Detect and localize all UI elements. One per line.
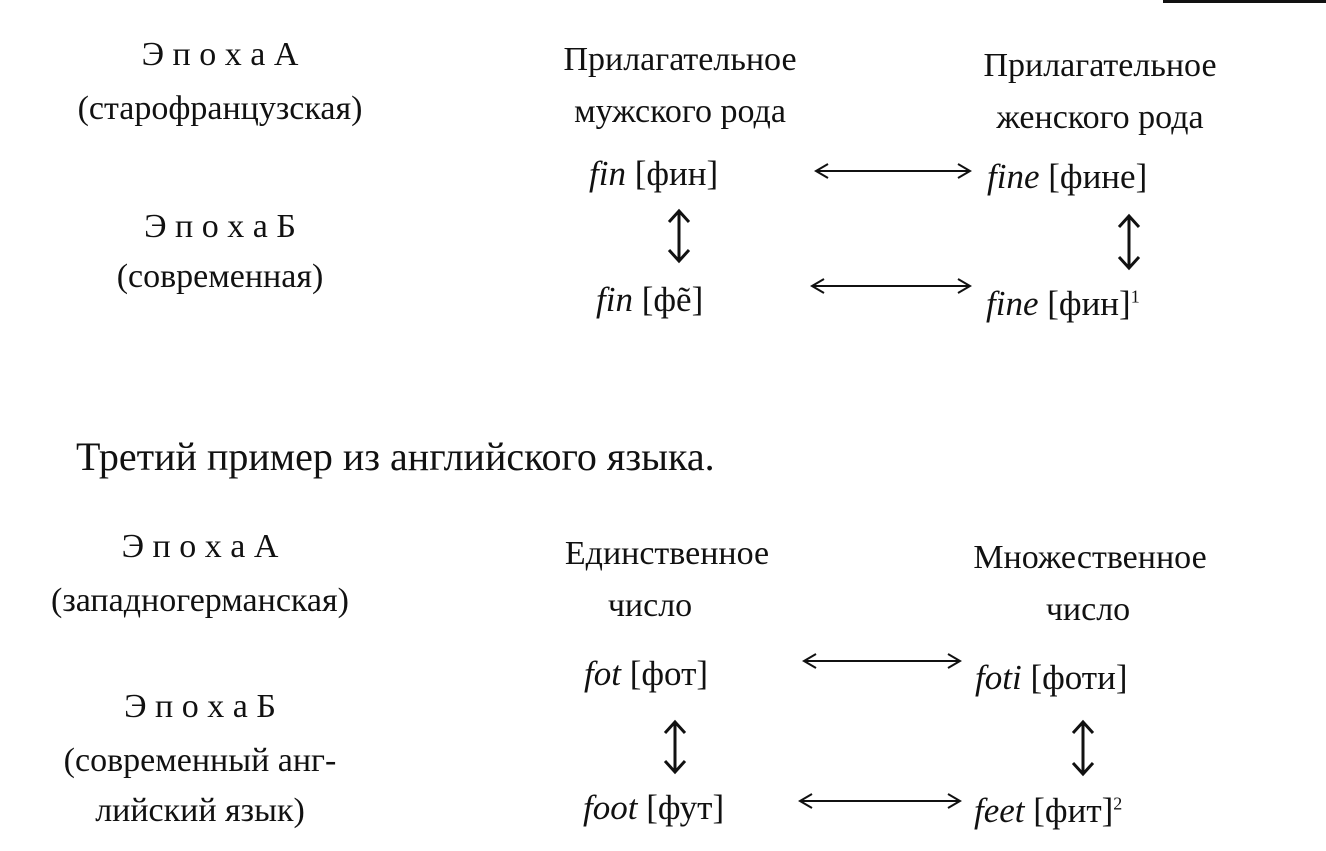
double-arrow-horizontal-icon xyxy=(812,161,974,181)
col2-header-line1: Прилагательное xyxy=(983,47,1217,84)
pronunciation: [фоти] xyxy=(1030,658,1128,697)
pronunciation: [фине] xyxy=(1048,157,1148,196)
col2-header-line2: число xyxy=(1045,591,1131,628)
epoch-a-label xyxy=(0,522,400,572)
epoch-b-desc-line2: лийский язык) xyxy=(95,792,305,829)
double-arrow-horizontal-icon xyxy=(808,276,974,296)
pronunciation: [фин] xyxy=(634,154,719,193)
pronunciation: [фẽ] xyxy=(641,280,704,319)
col1-header-line1: Прилагательное xyxy=(563,41,797,78)
word: fin xyxy=(589,154,626,193)
ex2-row-b-left xyxy=(583,786,724,830)
double-arrow-horizontal-icon xyxy=(800,651,964,671)
double-arrow-vertical-icon xyxy=(1114,212,1144,272)
footnote-mark: 2 xyxy=(1113,793,1123,814)
epoch-b-label xyxy=(0,682,400,732)
double-arrow-vertical-icon xyxy=(664,207,694,265)
col1-header-line2: мужского рода xyxy=(574,93,786,130)
double-arrow-vertical-icon xyxy=(1068,718,1098,778)
epoch-b-desc: (современная) xyxy=(116,258,324,295)
epoch-a-label xyxy=(20,30,420,80)
epoch-b-label xyxy=(20,202,420,252)
word: fine xyxy=(987,157,1040,196)
ex2-row-a-right xyxy=(975,656,1128,700)
double-arrow-horizontal-icon xyxy=(796,791,964,811)
ex1-row-b-left xyxy=(596,278,703,322)
word: fin xyxy=(596,280,633,319)
word: fot xyxy=(584,654,621,693)
epoch-b-desc-line1: (современный анг- xyxy=(63,742,337,779)
ex1-row-b-right xyxy=(986,282,1140,326)
pronunciation: [фит] xyxy=(1033,791,1114,830)
pronunciation: [фот] xyxy=(629,654,709,693)
epoch-a-desc: (западногерманская) xyxy=(51,582,349,619)
top-rule xyxy=(1163,0,1326,3)
ex2-row-a-left xyxy=(584,652,708,696)
paragraph-text: Третий пример из английского языка. xyxy=(76,434,715,479)
epoch-b-name: Э п о х а Б xyxy=(124,688,276,725)
footnote-mark: 1 xyxy=(1130,286,1140,307)
pronunciation: [фут] xyxy=(646,788,725,827)
epoch-a-name: Э п о х а А xyxy=(141,36,299,73)
epoch-a-name: Э п о х а А xyxy=(121,528,279,565)
col2-header-line1: Множественное xyxy=(973,539,1207,576)
ex2-row-b-right xyxy=(974,789,1122,833)
ex1-row-a-right xyxy=(987,155,1147,199)
col2-header-line2: женского рода xyxy=(996,99,1204,136)
double-arrow-vertical-icon xyxy=(660,718,690,776)
word: feet xyxy=(974,791,1025,830)
word: fine xyxy=(986,284,1039,323)
epoch-a-desc: (старофранцузская) xyxy=(77,90,363,127)
col1-header-line2: число xyxy=(607,587,693,624)
pronunciation: [фин] xyxy=(1047,284,1131,323)
word: foti xyxy=(975,658,1022,697)
col1-header-line1: Единственное xyxy=(564,535,770,572)
ex1-row-a-left xyxy=(589,152,718,196)
epoch-b-name: Э п о х а Б xyxy=(144,208,296,245)
word: foot xyxy=(583,788,638,827)
